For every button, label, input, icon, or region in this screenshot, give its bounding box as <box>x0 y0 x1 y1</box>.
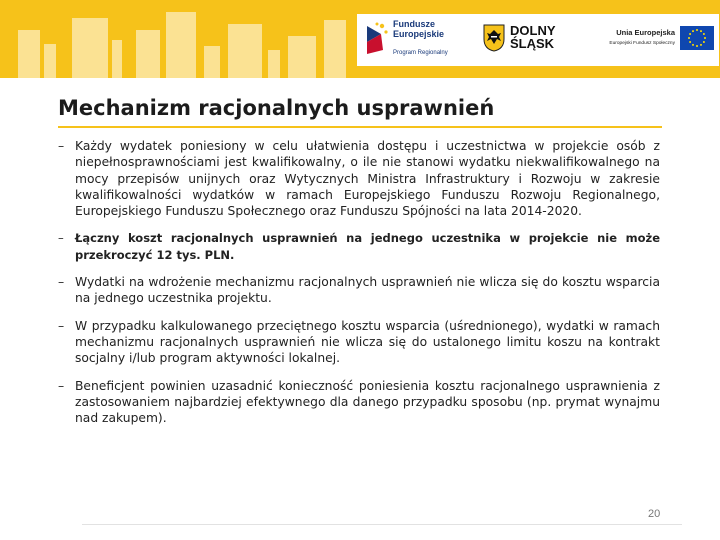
bullet-list <box>58 138 660 437</box>
decor-block <box>228 24 262 78</box>
fundusze-line1: Fundusze <box>393 19 435 29</box>
bullet-text: W przypadku kalkulowanego przeciętnego kosztu wsparcia (uśrednionego), wydatki w ramach mechanizmu racjonalnych usprawnień nie wlicza się do ustalonego limitu koszu na kontrakt socjalny i/lub program aktywności lokalnej. <box>75 318 660 366</box>
bullet-item <box>58 230 660 263</box>
page-number: 20 <box>648 508 661 520</box>
dolny-line: DOLNY <box>510 23 556 38</box>
unia-main: Unia Europejska <box>616 28 675 37</box>
bullet-dash: – <box>58 139 65 153</box>
decor-block <box>44 44 56 78</box>
slask-line: ŚLĄSK <box>510 36 555 51</box>
logo-dolny-slask <box>483 24 583 58</box>
bullet-dash: – <box>58 378 65 393</box>
bullet-dash: – <box>58 318 65 333</box>
eagle-crest-icon <box>483 24 505 52</box>
fundusze-text <box>393 19 444 39</box>
fundusze-sub: Program Regionalny <box>393 50 448 56</box>
decor-block <box>72 18 108 78</box>
logo-strip <box>357 14 719 66</box>
logo-unia-europejska <box>593 20 719 60</box>
slide-title: Mechanizm racjonalnych usprawnień <box>58 96 495 120</box>
bullet-text: Łączny koszt racjonalnych usprawnień na jednego uczestnika w projekcie nie może przekroczyć 12 tys. PLN. <box>75 231 660 262</box>
decor-block <box>268 50 280 78</box>
eu-funds-star-icon <box>365 20 389 58</box>
bullet-dash: – <box>58 231 64 246</box>
bullet-dash: – <box>58 275 65 290</box>
decor-block <box>112 40 122 78</box>
decor-block <box>324 20 346 78</box>
decor-block <box>18 30 40 78</box>
title-underline <box>58 126 662 128</box>
bullet-text: Każdy wydatek poniesiony w celu ułatwienia dostępu i uczestnictwa w projekcie osób z niepełnosprawnościami jest kwalifikowalny, o ile nie stanowi wydatku niekwalifikowalnego na mocy przepisów unijnych oraz Wytycznych Ministra Infrastruktury i Rozwoju w zakresie kwalifikowalności wydatków w ramach Europejskiego Funduszu Rozwoju Regionalnego, Europejskiego Funduszu Społecznego oraz Funduszu Spójności na lata 2014-2020. <box>75 139 660 219</box>
header-band <box>0 0 720 78</box>
bullet-text: Beneficjent powinien uzasadnić konieczność poniesienia kosztu racjonalnego usprawnienia z zastosowaniem najbardziej efektywnego dla danego przypadku sposobu (np. prymat wynajmu nad zakupem). <box>75 378 660 426</box>
bullet-item <box>58 138 660 219</box>
fundusze-line2: Europejskie <box>393 29 445 39</box>
bullet-text: Wydatki na wdrożenie mechanizmu racjonalnych usprawnień nie wlicza się do kosztu wsparcia na jednego uczestnika projektu. <box>75 275 660 306</box>
decor-block <box>204 46 220 78</box>
unia-sub: Europejski Fundusz Społeczny <box>609 41 675 46</box>
footer-rule <box>82 524 682 525</box>
bullet-item <box>58 274 660 307</box>
decor-block <box>288 36 316 78</box>
bullet-item <box>58 318 660 367</box>
dolny-slask-text <box>510 24 556 50</box>
decor-block <box>136 30 160 78</box>
unia-text <box>593 28 675 48</box>
decor-block <box>166 12 196 78</box>
eu-flag-icon <box>680 26 714 50</box>
bullet-item <box>58 378 660 427</box>
